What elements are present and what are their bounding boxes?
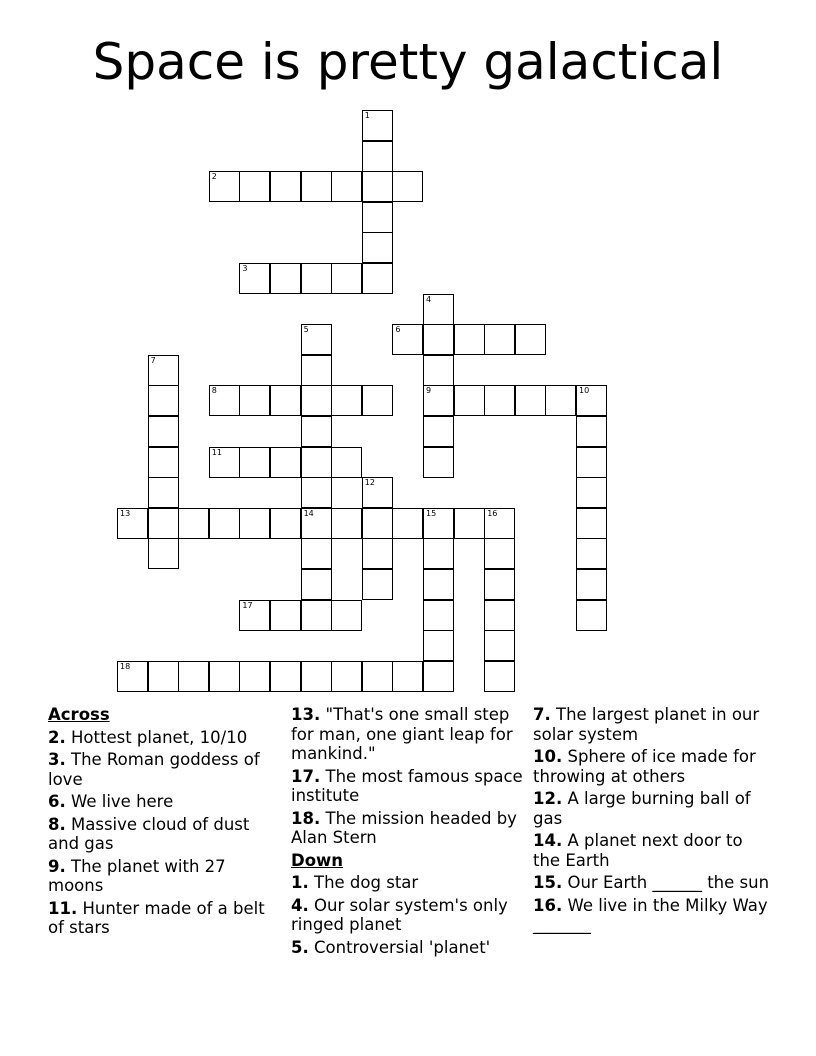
grid-cell[interactable] bbox=[270, 600, 301, 631]
cell-number: 14 bbox=[303, 508, 314, 518]
grid-cell[interactable] bbox=[239, 447, 270, 478]
grid-cell[interactable] bbox=[148, 416, 179, 447]
grid-cell[interactable] bbox=[392, 661, 423, 692]
clue-down-1: 1. The dog star bbox=[291, 873, 419, 892]
grid-cell[interactable] bbox=[117, 508, 148, 539]
clue-down-16: 16. We live in the Milky Way _______ bbox=[533, 895, 768, 934]
grid-cell[interactable] bbox=[148, 538, 179, 569]
grid-cell[interactable] bbox=[392, 324, 423, 355]
grid-cell[interactable] bbox=[484, 385, 515, 416]
cell-number: 12 bbox=[364, 478, 375, 488]
cell-number: 18 bbox=[120, 661, 131, 671]
grid-cell[interactable] bbox=[362, 477, 393, 508]
grid-cell[interactable] bbox=[484, 508, 515, 539]
clue-across-11: 11. Hunter made of a belt of stars bbox=[48, 898, 265, 937]
grid-cell[interactable] bbox=[576, 569, 607, 600]
grid-cell[interactable] bbox=[301, 538, 332, 569]
grid-cell[interactable] bbox=[301, 416, 332, 447]
grid-cell[interactable] bbox=[209, 171, 240, 202]
clue-column-2 bbox=[291, 702, 523, 957]
grid-cell[interactable] bbox=[331, 600, 362, 631]
cell-number: 8 bbox=[211, 386, 217, 396]
grid-cell[interactable] bbox=[362, 202, 393, 233]
grid-cell[interactable] bbox=[423, 630, 454, 661]
grid-cell[interactable] bbox=[209, 661, 240, 692]
grid-cell[interactable] bbox=[576, 600, 607, 631]
grid-cell[interactable] bbox=[270, 508, 301, 539]
clue-down-4: 4. Our solar system's only ringed planet bbox=[291, 895, 508, 934]
grid-cell[interactable] bbox=[362, 385, 393, 416]
grid-cell[interactable] bbox=[148, 661, 179, 692]
grid-cell[interactable] bbox=[576, 447, 607, 478]
cell-number: 6 bbox=[395, 325, 401, 335]
clue-down-7: 7. The largest planet in our solar system bbox=[533, 705, 760, 744]
grid-cell[interactable] bbox=[117, 661, 148, 692]
clue-across-17: 17. The most famous space institute bbox=[291, 766, 523, 805]
cell-number: 5 bbox=[303, 325, 309, 335]
grid-cell[interactable] bbox=[484, 661, 515, 692]
grid-cell[interactable] bbox=[178, 661, 209, 692]
grid-cell[interactable] bbox=[423, 294, 454, 325]
clue-down-10: 10. Sphere of ice made for throwing at others bbox=[533, 747, 756, 786]
grid-cell[interactable] bbox=[239, 661, 270, 692]
grid-cell[interactable] bbox=[331, 661, 362, 692]
grid-cell[interactable] bbox=[178, 508, 209, 539]
grid-cell[interactable] bbox=[515, 385, 546, 416]
grid-cell[interactable] bbox=[148, 385, 179, 416]
grid-cell[interactable] bbox=[423, 508, 454, 539]
grid-cell[interactable] bbox=[423, 416, 454, 447]
grid-cell[interactable] bbox=[423, 661, 454, 692]
grid-cell[interactable] bbox=[301, 447, 332, 478]
grid-cell[interactable] bbox=[484, 569, 515, 600]
cell-number: 2 bbox=[211, 172, 217, 182]
grid-cell[interactable] bbox=[239, 263, 270, 294]
cell-number: 7 bbox=[150, 355, 156, 365]
grid-cell[interactable] bbox=[270, 263, 301, 294]
clue-across-6: 6. We live here bbox=[48, 792, 174, 811]
puzzle-title: Space is pretty galactical bbox=[92, 33, 724, 91]
grid-cell[interactable] bbox=[301, 385, 332, 416]
cell-number: 4 bbox=[426, 294, 432, 304]
cell-number: 11 bbox=[211, 447, 222, 457]
grid-cell[interactable] bbox=[148, 355, 179, 386]
grid-cell[interactable] bbox=[239, 171, 270, 202]
grid-cell[interactable] bbox=[484, 600, 515, 631]
grid-cell[interactable] bbox=[576, 477, 607, 508]
grid-cell[interactable] bbox=[423, 569, 454, 600]
grid-cell[interactable] bbox=[239, 508, 270, 539]
grid-cell[interactable] bbox=[301, 355, 332, 386]
grid-cell[interactable] bbox=[362, 171, 393, 202]
cell-number: 9 bbox=[426, 386, 432, 396]
cell-number: 3 bbox=[242, 264, 248, 273]
grid-cell[interactable] bbox=[362, 110, 393, 141]
grid-cell[interactable] bbox=[362, 263, 393, 294]
cell-number: 17 bbox=[242, 600, 253, 610]
grid-cell[interactable] bbox=[331, 385, 362, 416]
grid-cell[interactable] bbox=[484, 324, 515, 355]
grid-cell[interactable] bbox=[454, 508, 485, 539]
grid-cell[interactable] bbox=[301, 508, 332, 539]
cell-number: 10 bbox=[579, 386, 590, 396]
grid-cell[interactable] bbox=[301, 171, 332, 202]
grid-cell[interactable] bbox=[362, 538, 393, 569]
grid-cell[interactable] bbox=[576, 538, 607, 569]
grid-cell[interactable] bbox=[392, 171, 423, 202]
grid-cell[interactable] bbox=[423, 600, 454, 631]
grid-cell[interactable] bbox=[331, 171, 362, 202]
grid-cell[interactable] bbox=[301, 324, 332, 355]
clue-across-2: 2. Hottest planet, 10/10 bbox=[48, 727, 248, 747]
grid-cell[interactable] bbox=[301, 263, 332, 294]
cell-number: 1 bbox=[364, 111, 370, 120]
grid-cell[interactable] bbox=[270, 385, 301, 416]
cell-number: 15 bbox=[426, 508, 437, 518]
grid-cell[interactable] bbox=[423, 385, 454, 416]
grid-cell[interactable] bbox=[484, 630, 515, 661]
clue-across-13: 13. "That's one small step for man, one giant leap for mankind." bbox=[291, 705, 513, 763]
grid-cell[interactable] bbox=[423, 355, 454, 386]
grid-cell[interactable] bbox=[148, 477, 179, 508]
grid-cell[interactable] bbox=[239, 600, 270, 631]
clue-column-3 bbox=[533, 702, 773, 935]
grid-cell[interactable] bbox=[331, 508, 362, 539]
clue-down-12: 12. A large burning ball of gas bbox=[533, 789, 751, 828]
grid-cell[interactable] bbox=[270, 171, 301, 202]
grid-cell[interactable] bbox=[545, 385, 576, 416]
grid-cell[interactable] bbox=[209, 385, 240, 416]
grid-cell[interactable] bbox=[484, 538, 515, 569]
clue-column-1 bbox=[48, 702, 278, 938]
grid-cell[interactable] bbox=[576, 385, 607, 416]
grid-cell[interactable] bbox=[423, 324, 454, 355]
grid-cell[interactable] bbox=[209, 447, 240, 478]
grid-cell[interactable] bbox=[209, 508, 240, 539]
grid-cell[interactable] bbox=[148, 447, 179, 478]
grid-cell[interactable] bbox=[270, 447, 301, 478]
grid-cell[interactable] bbox=[148, 508, 179, 539]
grid-cell[interactable] bbox=[454, 385, 485, 416]
grid-cell[interactable] bbox=[576, 508, 607, 539]
grid-cell[interactable] bbox=[423, 447, 454, 478]
clue-down-5: 5. Controversial 'planet' bbox=[291, 937, 491, 957]
grid-cell[interactable] bbox=[362, 569, 393, 600]
grid-cell[interactable] bbox=[362, 232, 393, 263]
grid-cell[interactable] bbox=[239, 385, 270, 416]
grid-cell[interactable] bbox=[362, 661, 393, 692]
grid-cell[interactable] bbox=[301, 569, 332, 600]
clue-across-3: 3. The Roman goddess of love bbox=[48, 750, 260, 789]
across-heading: Across bbox=[48, 705, 110, 724]
grid-cell[interactable] bbox=[301, 600, 332, 631]
grid-cell[interactable] bbox=[576, 416, 607, 447]
grid-cell[interactable] bbox=[331, 447, 362, 478]
grid-cell[interactable] bbox=[331, 263, 362, 294]
down-heading: Down bbox=[291, 850, 344, 870]
grid-cell[interactable] bbox=[423, 538, 454, 569]
grid-cell[interactable] bbox=[301, 661, 332, 692]
clue-across-8: 8. Massive cloud of dust and gas bbox=[48, 814, 250, 853]
clue-down-14: 14. A planet next door to the Earth bbox=[533, 831, 743, 870]
grid-cell[interactable] bbox=[454, 324, 485, 355]
grid-cell[interactable] bbox=[392, 508, 423, 539]
clue-across-9: 9. The planet with 27 moons bbox=[48, 856, 226, 895]
clue-across-18: 18. The mission headed by Alan Stern bbox=[291, 808, 517, 847]
clue-down-15: 15. Our Earth ______ the sun bbox=[533, 873, 770, 892]
cell-number: 13 bbox=[120, 508, 131, 518]
grid-cell[interactable] bbox=[301, 477, 332, 508]
grid-cell[interactable] bbox=[362, 141, 393, 172]
grid-cell[interactable] bbox=[515, 324, 546, 355]
grid-cell[interactable] bbox=[270, 661, 301, 692]
grid-cell[interactable] bbox=[362, 508, 393, 539]
cell-number: 16 bbox=[487, 508, 498, 518]
